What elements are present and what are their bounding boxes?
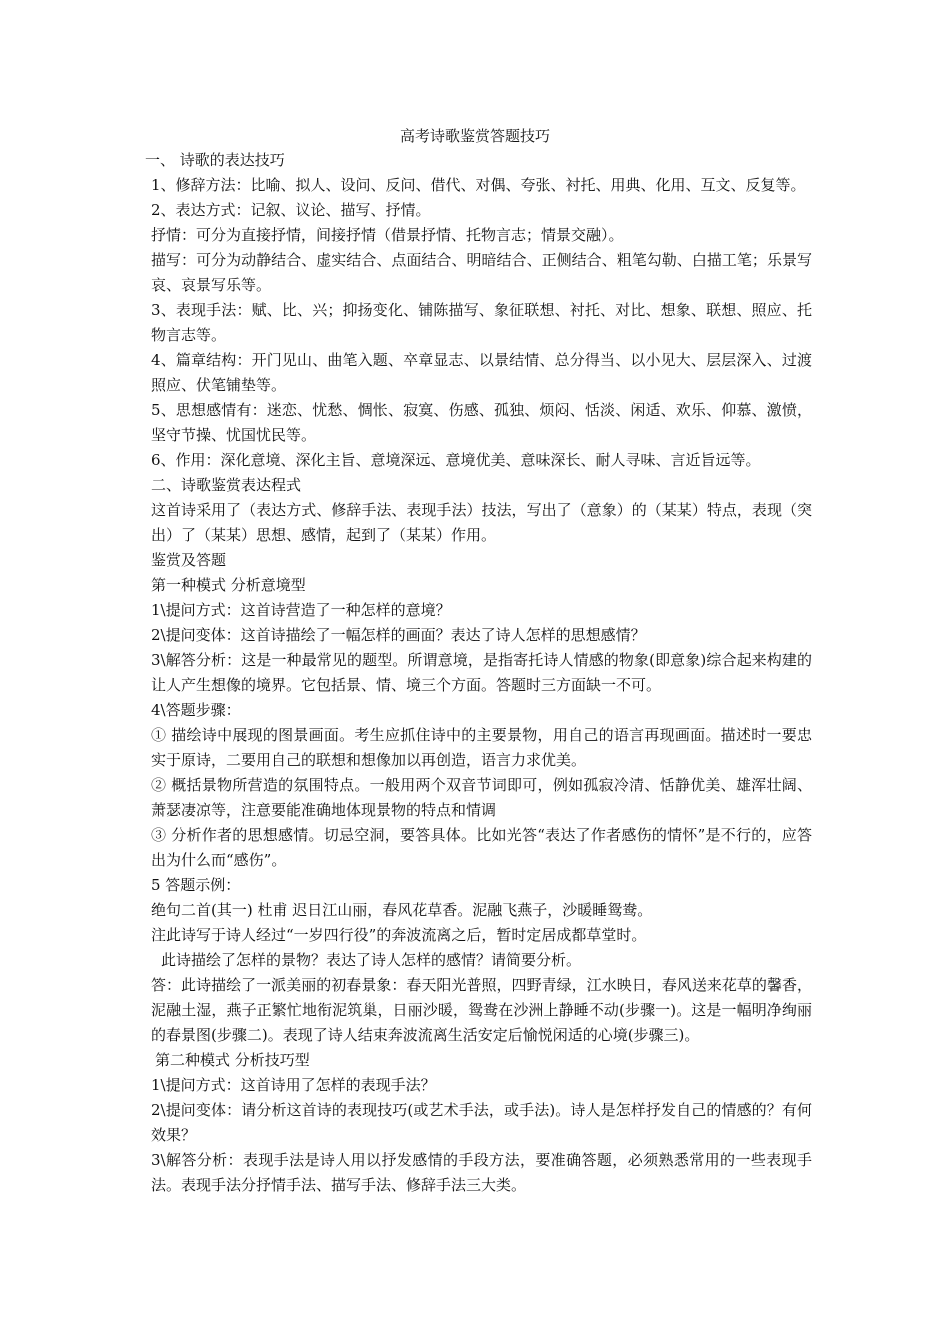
paragraph: 3\解答分析：这是一种最常见的题型。所谓意境，是指寄托诗人情感的物象(即意象)综合起来构建的让人产生想像的境界。它包括景、情、境三个方面。答题时三方面缺一不可。 xyxy=(151,651,812,694)
paragraph: 1、修辞方法：比喻、拟人、设问、反问、借代、对偶、夸张、衬托、用典、化用、互文、反复等。 xyxy=(151,176,806,194)
paragraph: 3、表现手法：赋、比、兴；抑扬变化、铺陈描写、象征联想、衬托、对比、想象、联想、照应、托物言志等。 xyxy=(151,301,812,344)
paragraph: 5、思想感情有：迷恋、忧愁、惆怅、寂寞、伤感、孤独、烦闷、恬淡、闲适、欢乐、仰慕、激愤，坚守节操、忧国忧民等。 xyxy=(151,401,812,444)
paragraph: 5 答题示例： xyxy=(151,876,241,894)
paragraph: 4、篇章结构：开门见山、曲笔入题、卒章显志、以景结情、总分得当、以小见大、层层深入、过渡照应、伏笔铺垫等。 xyxy=(151,351,812,394)
paragraph: 2、表达方式：记叙、议论、描写、抒情。 xyxy=(151,201,431,219)
paragraph: 6、作用：深化意境、深化主旨、意境深远、意境优美、意味深长、耐人寻味、言近旨远等。 xyxy=(151,451,761,469)
paragraph: 注此诗写于诗人经过“一岁四行役”的奔波流离之后，暂时定居成都草堂时。 xyxy=(151,926,647,944)
paragraph: 1\提问方式：这首诗用了怎样的表现手法？ xyxy=(151,1076,436,1094)
paragraph: 2\提问变体：请分析这首诗的表现技巧(或艺术手法，或手法)。诗人是怎样抒发自己的情感的？有何效果？ xyxy=(151,1101,812,1144)
subheading: 第二种模式 分析技巧型 xyxy=(155,1051,310,1069)
paragraph: ① 描绘诗中展现的图景画面。考生应抓住诗中的主要景物，用自己的语言再现画面。描述时一要忠实于原诗，二要用自己的联想和想像加以再创造，语言力求优美。 xyxy=(151,726,812,769)
paragraph: 绝句二首(其一) 杜甫 迟日江山丽，春风花草香。泥融飞燕子，沙暖睡鸳鸯。 xyxy=(151,901,653,919)
paragraph: 此诗描绘了怎样的景物？表达了诗人怎样的感情？请简要分析。 xyxy=(161,951,582,969)
subheading: 第一种模式 分析意境型 xyxy=(151,576,306,594)
paragraph: 1\提问方式：这首诗营造了一种怎样的意境？ xyxy=(151,601,451,619)
document-body xyxy=(145,148,812,1198)
paragraph: 答：此诗描绘了一派美丽的初春景象：春天阳光普照，四野青绿，江水映日，春风送来花草的馨香，泥融土湿，燕子正繁忙地衔泥筑巢，日丽沙暖，鸳鸯在沙洲上静睡不动(步骤一)。这是一幅明净绚丽的春景图(步骤二)。表现了诗人结束奔波流离生活安定后愉悦闲适的心境(步骤三)。 xyxy=(151,976,812,1044)
subheading: 鉴赏及答题 xyxy=(151,551,227,569)
paragraph: 抒情：可分为直接抒情，间接抒情（借景抒情、托物言志；情景交融）。 xyxy=(151,226,624,244)
paragraph: 2\提问变体：这首诗描绘了一幅怎样的画面？表达了诗人怎样的思想感情？ xyxy=(151,626,646,644)
section-heading: 一、 诗歌的表达技巧 xyxy=(145,151,285,169)
paragraph: ② 概括景物所营造的氛围特点。一般用两个双音节词即可，例如孤寂冷清、恬静优美、雄浑壮阔、萧瑟凄凉等，注意要能准确地体现景物的特点和情调 xyxy=(151,776,812,819)
paragraph: 描写：可分为动静结合、虚实结合、点面结合、明暗结合、正侧结合、粗笔勾勒、白描工笔；乐景写哀、哀景写乐等。 xyxy=(151,251,812,294)
paragraph: 3\解答分析：表现手法是诗人用以抒发感情的手段方法，要准确答题，必须熟悉常用的一些表现手法。表现手法分抒情手法、描写手法、修辞手法三大类。 xyxy=(151,1151,812,1194)
document-title: 高考诗歌鉴赏答题技巧 xyxy=(399,127,550,145)
paragraph: ③ 分析作者的思想感情。切忌空洞，要答具体。比如光答“表达了作者感伤的情怀”是不行的，应答出为什么而“感伤”。 xyxy=(151,826,812,869)
section-heading: 二、诗歌鉴赏表达程式 xyxy=(151,476,302,494)
paragraph: 这首诗采用了（表达方式、修辞手法、表现手法）技法，写出了（意象）的（某某）特点，表现（突出）了（某某）思想、感情，起到了（某某）作用。 xyxy=(151,501,812,544)
paragraph: 4\答题步骤： xyxy=(151,701,241,719)
